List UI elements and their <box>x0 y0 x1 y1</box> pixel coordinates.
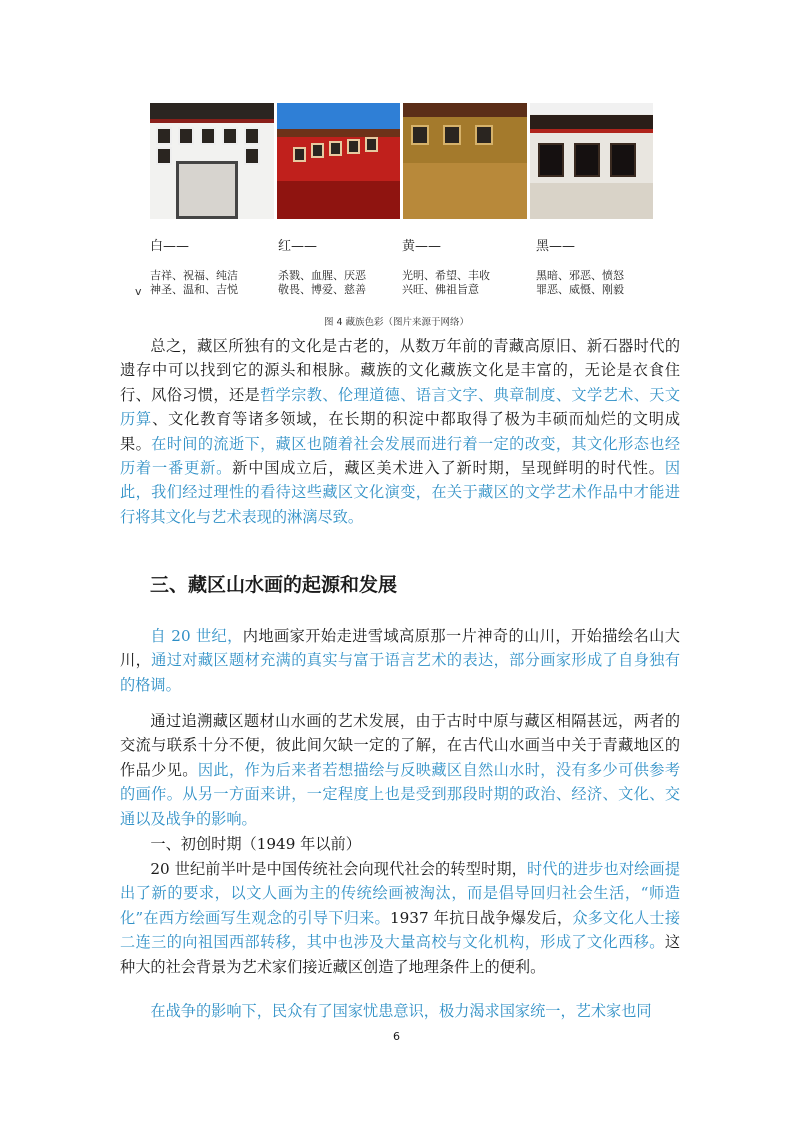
white-building-photo <box>150 103 274 219</box>
text-highlight: 通过对藏区题材充满的真实与富于语言艺术的表达，部分画家形成了自身独有的格调。 <box>120 651 681 694</box>
paragraph-early-period <box>120 857 680 979</box>
color-black-meanings: 黑暗、邪恶、愤怒 罪恶、威慑、刚毅 <box>536 269 624 296</box>
color-meaning-row <box>150 269 670 301</box>
paragraph-war-influence: 在战争的影响下，民众有了国家忧患意识，极力渴求国家统一，艺术家也同 <box>150 1002 652 1020</box>
paragraph-period-title: 一、初创时期（1949 年以前） <box>150 835 361 853</box>
text: 1937 年抗日战争爆发后， <box>389 908 573 927</box>
text-highlight: 众多文化人士接二连三的向祖国西部转移，其中也涉及大量高校与文化机构，形成了文化西移。 <box>120 908 681 952</box>
text-highlight: 时代的进步也对绘画提出了新的要求，以文人画为主的传统绘画被淘汰，而是倡导回归社会生活，“师造化”在西方绘画写生观念的引导下归来。 <box>120 860 681 927</box>
text-highlight: 因此，我们经过理性的看待这些藏区文化演变，在关于藏区的文学艺术作品中才能进行将其文化与艺术表现的淋漓尽致。 <box>120 459 681 526</box>
text-highlight: 自 20 世纪， <box>150 627 243 645</box>
text: 、文化教育等诸多领域，在长期的积淀中都取得了极为丰硕而灿烂的文明成果。 <box>120 410 681 453</box>
color-red-label: 红—— <box>278 239 318 254</box>
page-number: 6 <box>393 1030 400 1043</box>
color-yellow-label: 黄—— <box>402 239 442 254</box>
text: 20 世纪前半叶是中国传统社会向现代社会的转型时期， <box>150 860 527 878</box>
text: 新中国成立后，藏区美术进入了新时期，呈现鲜明的时代性。 <box>232 459 665 478</box>
yellow-building-photo <box>403 103 527 219</box>
color-yellow-meanings: 光明、希望、丰收 兴旺、佛祖旨意 <box>402 269 490 296</box>
text-highlight: 因此，作为后来者若想描绘与反映藏区自然山水时，没有多少可供参考的画作。从另一方面来讲，一定程度上也是受到那段时期的政治、经济、文化、交通以及战争的影响。 <box>120 760 681 828</box>
color-red-meanings: 杀戮、血腥、厌恶 敬畏、博爱、慈善 <box>278 269 366 296</box>
paragraph-origin <box>120 624 680 697</box>
figure-caption: 图 4 藏族色彩（图片来源于网络） <box>323 317 470 328</box>
paragraph-summary <box>120 334 680 529</box>
red-building-photo <box>277 103 401 219</box>
text: 总之，藏区所独有的文化是古老的，从数万年前的青藏高原旧、新石器时代的遗存中可以找到它的源头和根脉。藏族的文化藏族文化是丰富的，无论是衣食住行、风俗习惯，还是 <box>120 337 680 404</box>
text-highlight: 哲学宗教、伦理道德、语言文字、典章制度、文学艺术、天文历算 <box>120 385 681 429</box>
color-black-label: 黑—— <box>536 239 576 254</box>
black-building-photo <box>530 103 654 219</box>
text-highlight: 在时间的流逝下，藏区也随着社会发展而进行着一定的改变，其文化形态也经历着一番更新。 <box>120 434 681 478</box>
v-mark: v <box>135 285 142 298</box>
color-white-label: 白—— <box>150 239 190 254</box>
text: 通过追溯藏区题材山水画的艺术发展，由于古时中原与藏区相隔甚远，两者的交流与联系十分不便，彼此间欠缺一定的了解，在古代山水画当中关于青藏地区的作品少见。 <box>120 712 680 779</box>
paragraph-history <box>120 709 680 831</box>
text: 内地画家开始走进雪域高原那一片神奇的山川，开始描绘名山大川， <box>120 627 680 670</box>
tibetan-color-figure <box>150 103 653 219</box>
color-white-meanings: 吉祥、祝福、纯洁 神圣、温和、吉悦 <box>150 269 238 296</box>
color-name-row <box>150 235 670 255</box>
section-heading: 三、藏区山水画的起源和发展 <box>150 574 398 596</box>
text: 这种大的社会背景为艺术家们接近藏区创造了地理条件上的便利。 <box>120 933 680 976</box>
